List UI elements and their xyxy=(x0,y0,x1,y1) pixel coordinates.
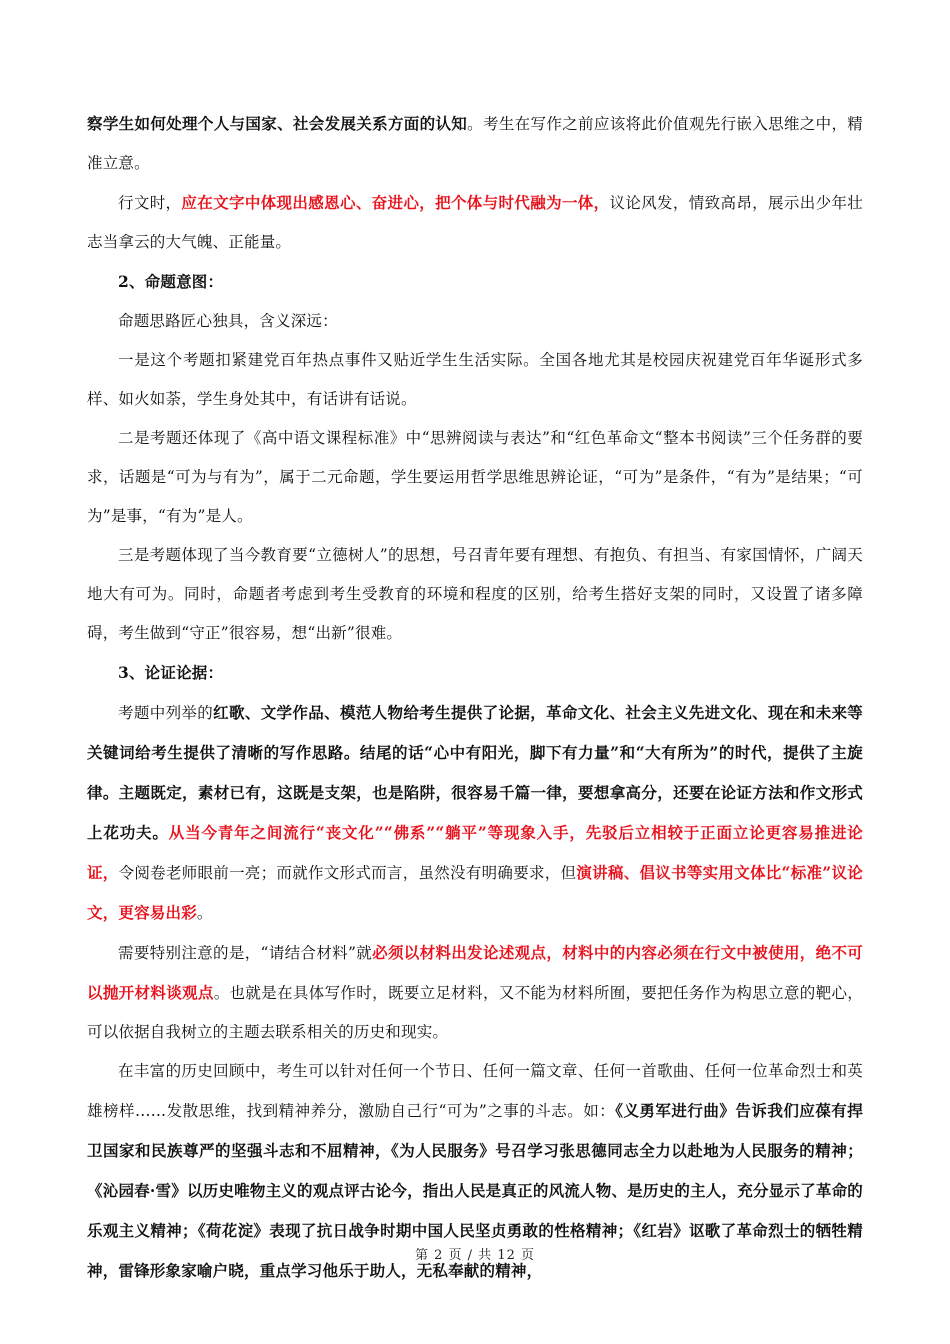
body-text: 行文时， xyxy=(118,194,182,212)
body-text: 需要特别注意的是，“请结合材料”就 xyxy=(118,944,373,962)
body-text: 。也就是在具体写作时，既要立足材料，又不能为材料所囿，要把任务作为构思立意的靶心，可以依据自我树立的主题去联系相关的历史和现实。 xyxy=(87,984,863,1041)
body-text: 命题思路匠心独具，含义深远： xyxy=(118,312,338,330)
bold-text: 《义勇军进行曲》告诉我们应葆有捍卫国家和民族尊严的坚强斗志和不屈精神，《为人民服务》号召学习张思德同志全力以赴地为人民服务的精神；《沁园春·雪》以历史唯物主义的观点评古论今，指出人民是真正的风流人物、是历史的主人，充分显示了革命的乐观主义精神；《荷花淀》表现了抗日战争时期中国人民坚贞勇敢的性格精神；《红岩》讴歌了革命烈士的牺牲精神，雷锋形象家喻户晓，重点学习他乐于助人，无私奉献的精神， xyxy=(87,1101,863,1280)
paragraph-2 xyxy=(87,183,863,262)
body-text: 令阅卷老师眼前一亮；而就作文形式而言，虽然没有明确要求，但 xyxy=(118,864,577,882)
page-footer xyxy=(0,1244,950,1263)
body-text: 考题中列举的 xyxy=(118,704,214,722)
paragraph-7 xyxy=(87,536,863,653)
paragraph-3 xyxy=(87,262,863,302)
paragraph-8 xyxy=(87,653,863,693)
body-text: 。 xyxy=(196,904,213,922)
body-text: 一是这个考题扣紧建党百年热点事件又贴近学生生活实际。全国各地尤其是校园庆祝建党百年华诞形式多样、如火如荼，学生身处其中，有话讲有话说。 xyxy=(87,351,863,408)
bold-text: 2、命题意图： xyxy=(118,272,224,291)
document-body xyxy=(87,104,863,1291)
paragraph-10 xyxy=(87,933,863,1052)
paragraph-9 xyxy=(87,693,863,933)
body-text: 议论风发，情致高昂，展示出少年壮志当拿云的大气魄、正能量。 xyxy=(87,194,863,251)
body-text: 在丰富的历史回顾中，考生可以针对任何一个节日、任何一篇文章、任何一首歌曲、任何一位革命烈士和英雄榜样……发散思维，找到精神养分，激励自己行“可为”之事的斗志。如： xyxy=(87,1062,863,1120)
highlight-text: 从当今青年之间流行“丧文化”“佛系”“躺平”等现象入手，先驳后立相较于正面立论更容易推进论证， xyxy=(87,823,863,882)
body-text: 。考生在写作之前应该将此价值观先行嵌入思维之中，精准立意。 xyxy=(87,115,863,172)
body-text: 三是考题体现了当今教育要“立德树人”的思想，号召青年要有理想、有抱负、有担当、有家国情怀，广阔天地大有可为。同时，命题者考虑到考生受教育的环境和程度的区别，给考生搭好支架的同时，又设置了诸多障碍，考生做到“守正”很容易，想“出新”很难。 xyxy=(87,546,863,642)
highlight-text: 演讲稿、倡议书等实用文体比“标准”议论文，更容易出彩 xyxy=(87,863,863,922)
body-text: 二是考题还体现了《高中语文课程标准》中“思辨阅读与表达”和“红色革命文“整本书阅读”三个任务群的要求，话题是“可为与有为”，属于二元命题，学生要运用哲学思维思辨论证，“可为”是条件，“有为”是结果；“可为”是事，“有为”是人。 xyxy=(87,429,863,525)
highlight-text: 必须以材料出发论述观点，材料中的内容必须在行文中被使用，绝不可以抛开材料谈观点 xyxy=(87,943,864,1002)
bold-text: 察学生如何处理个人与国家、社会发展关系方面的认知 xyxy=(87,114,468,133)
bold-text: 3、论证论据： xyxy=(118,663,224,682)
paragraph-6 xyxy=(87,419,863,536)
page-number: 第 2 页 / 共 12 页 xyxy=(415,1248,535,1263)
paragraph-4 xyxy=(87,302,863,341)
highlight-text: 应在文字中体现出感恩心、奋进心，把个体与时代融为一体， xyxy=(181,193,610,212)
paragraph-5 xyxy=(87,341,863,419)
bold-text: 红歌、文学作品、模范人物给考生提供了论据，革命文化、社会主义先进文化、现在和未来等关键词给考生提供了清晰的写作思路。结尾的话“心中有阳光，脚下有力量”和“大有所为”的时代，提供了主旋律。主题既定，素材已有，这既是支架，也是陷阱，很容易千篇一律，要想拿高分，还要在论证方法和作文形式上花功夫。 xyxy=(87,703,864,842)
paragraph-1 xyxy=(87,104,863,183)
